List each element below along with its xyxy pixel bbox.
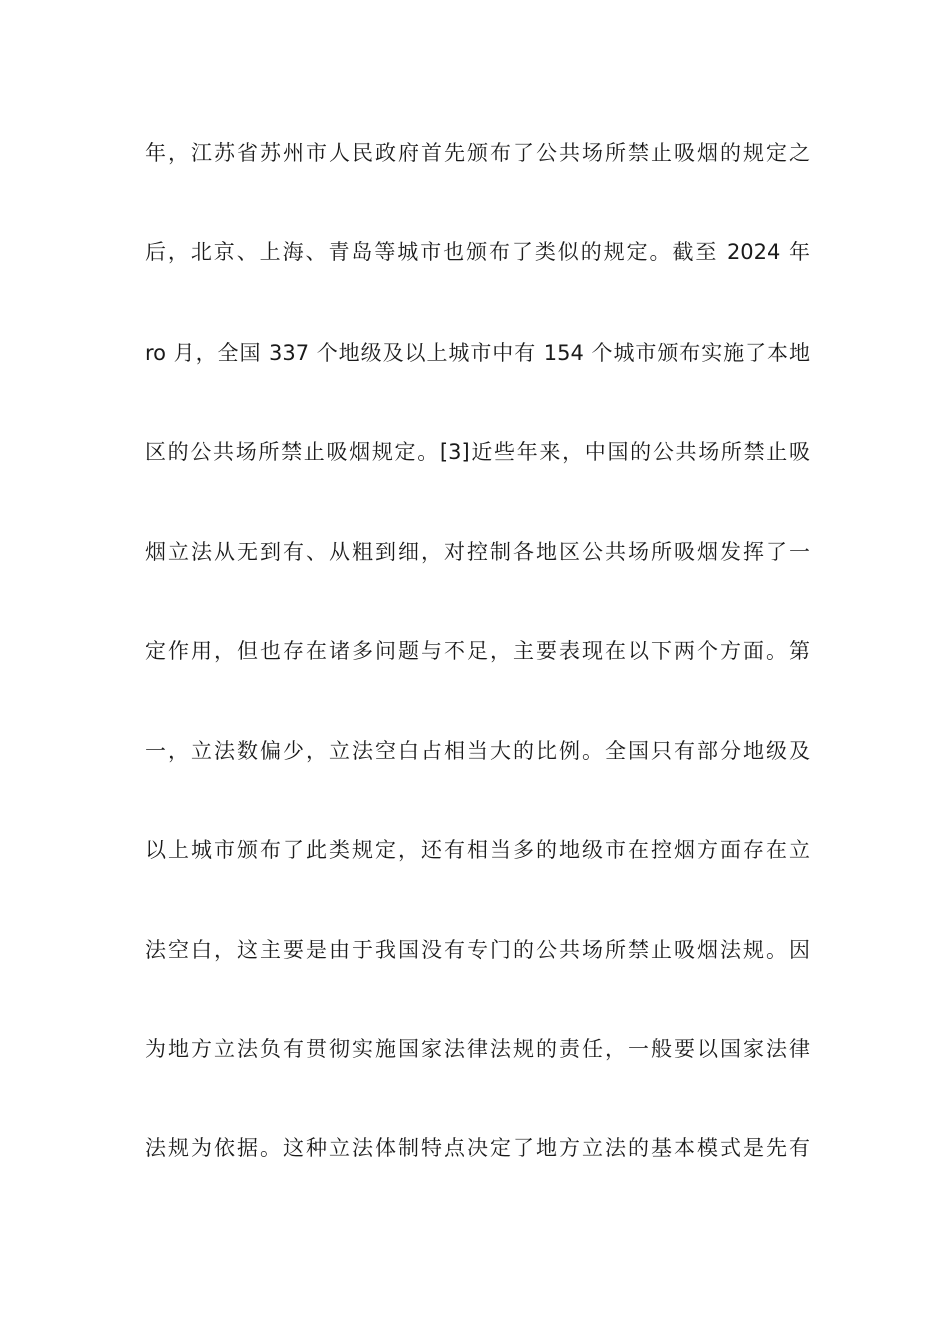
paragraph-line: ro 月，全国 337 个地级及以上城市中有 154 个城市颁布实施了本地 bbox=[145, 341, 810, 365]
paragraph-line: 后，北京、上海、青岛等城市也颁布了类似的规定。截至 2024 年 bbox=[145, 240, 810, 264]
paragraph-line: 定作用，但也存在诸多问题与不足，主要表现在以下两个方面。第 bbox=[145, 639, 810, 663]
paragraph-line: 一，立法数偏少，立法空白占相当大的比例。全国只有部分地级及 bbox=[145, 739, 810, 763]
paragraph-line: 法规为依据。这种立法体制特点决定了地方立法的基本模式是先有 bbox=[145, 1136, 810, 1160]
paragraph-line: 法空白，这主要是由于我国没有专门的公共场所禁止吸烟法规。因 bbox=[145, 938, 810, 962]
paragraph-line: 以上城市颁布了此类规定，还有相当多的地级市在控烟方面存在立 bbox=[145, 838, 810, 862]
paragraph-line: 区的公共场所禁止吸烟规定。[3]近些年来，中国的公共场所禁止吸 bbox=[145, 440, 810, 464]
paragraph-line: 年，江苏省苏州市人民政府首先颁布了公共场所禁止吸烟的规定之 bbox=[145, 141, 810, 165]
paragraph-line: 烟立法从无到有、从粗到细，对控制各地区公共场所吸烟发挥了一 bbox=[145, 540, 810, 564]
paragraph-line: 为地方立法负有贯彻实施国家法律法规的责任，一般要以国家法律 bbox=[145, 1037, 810, 1061]
